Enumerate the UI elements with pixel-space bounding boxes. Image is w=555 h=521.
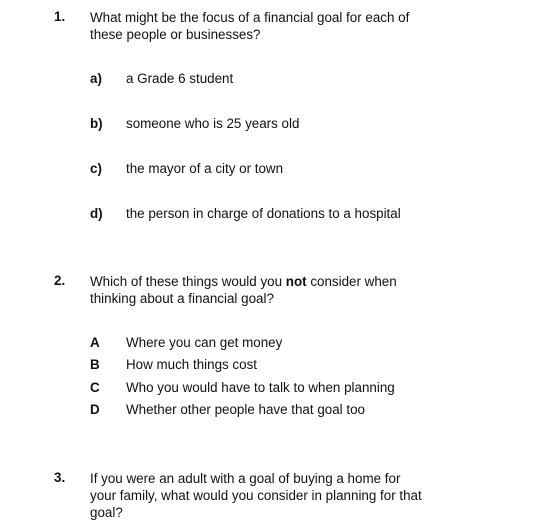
question-2-line-1-before: Which of these things would you (90, 274, 286, 289)
q1-item-c-text: the mayor of a city or town (126, 161, 284, 176)
question-1-line-1: What might be the focus of a financial goal for each of (90, 10, 410, 25)
question-2-line-2: thinking about a financial goal? (90, 291, 274, 306)
q2-option-d-letter: D (90, 402, 100, 417)
q2-option-b-text: How much things cost (126, 357, 257, 372)
q1-item-c-letter: c) (90, 161, 102, 176)
q2-option-a-text: Where you can get money (126, 335, 283, 350)
q2-option-d-text: Whether other people have that goal too (126, 402, 365, 417)
question-2-line-1 (90, 273, 460, 290)
q2-option-b-letter: B (90, 357, 100, 372)
question-1-number: 1. (54, 9, 66, 24)
question-3-line-2: your family, what would you consider in planning for that (90, 488, 422, 503)
question-1-text (90, 9, 460, 43)
question-3-line-1: If you were an adult with a goal of buying a home for (90, 471, 401, 486)
q2-option-a-letter: A (90, 335, 100, 350)
q1-item-b-letter: b) (90, 116, 103, 131)
q2-option-c-text: Who you would have to talk to when planning (126, 380, 395, 395)
question-3-number: 3. (54, 470, 66, 485)
q2-option-c-letter: C (90, 380, 100, 395)
question-2-number: 2. (54, 273, 66, 288)
q1-item-d-text: the person in charge of donations to a hospital (126, 206, 401, 221)
question-2-line-1-after: consider when (306, 274, 397, 289)
q1-item-a-letter: a) (90, 71, 102, 86)
question-3-text (90, 470, 460, 521)
question-1-line-2: these people or businesses? (90, 27, 261, 42)
q1-item-d-letter: d) (90, 206, 103, 221)
question-2-emphasis-not: not (285, 274, 307, 289)
question-2-text (90, 273, 460, 307)
q1-item-a-text: a Grade 6 student (126, 71, 234, 86)
question-3-line-3: goal? (90, 505, 123, 520)
q1-item-b-text: someone who is 25 years old (126, 116, 300, 131)
